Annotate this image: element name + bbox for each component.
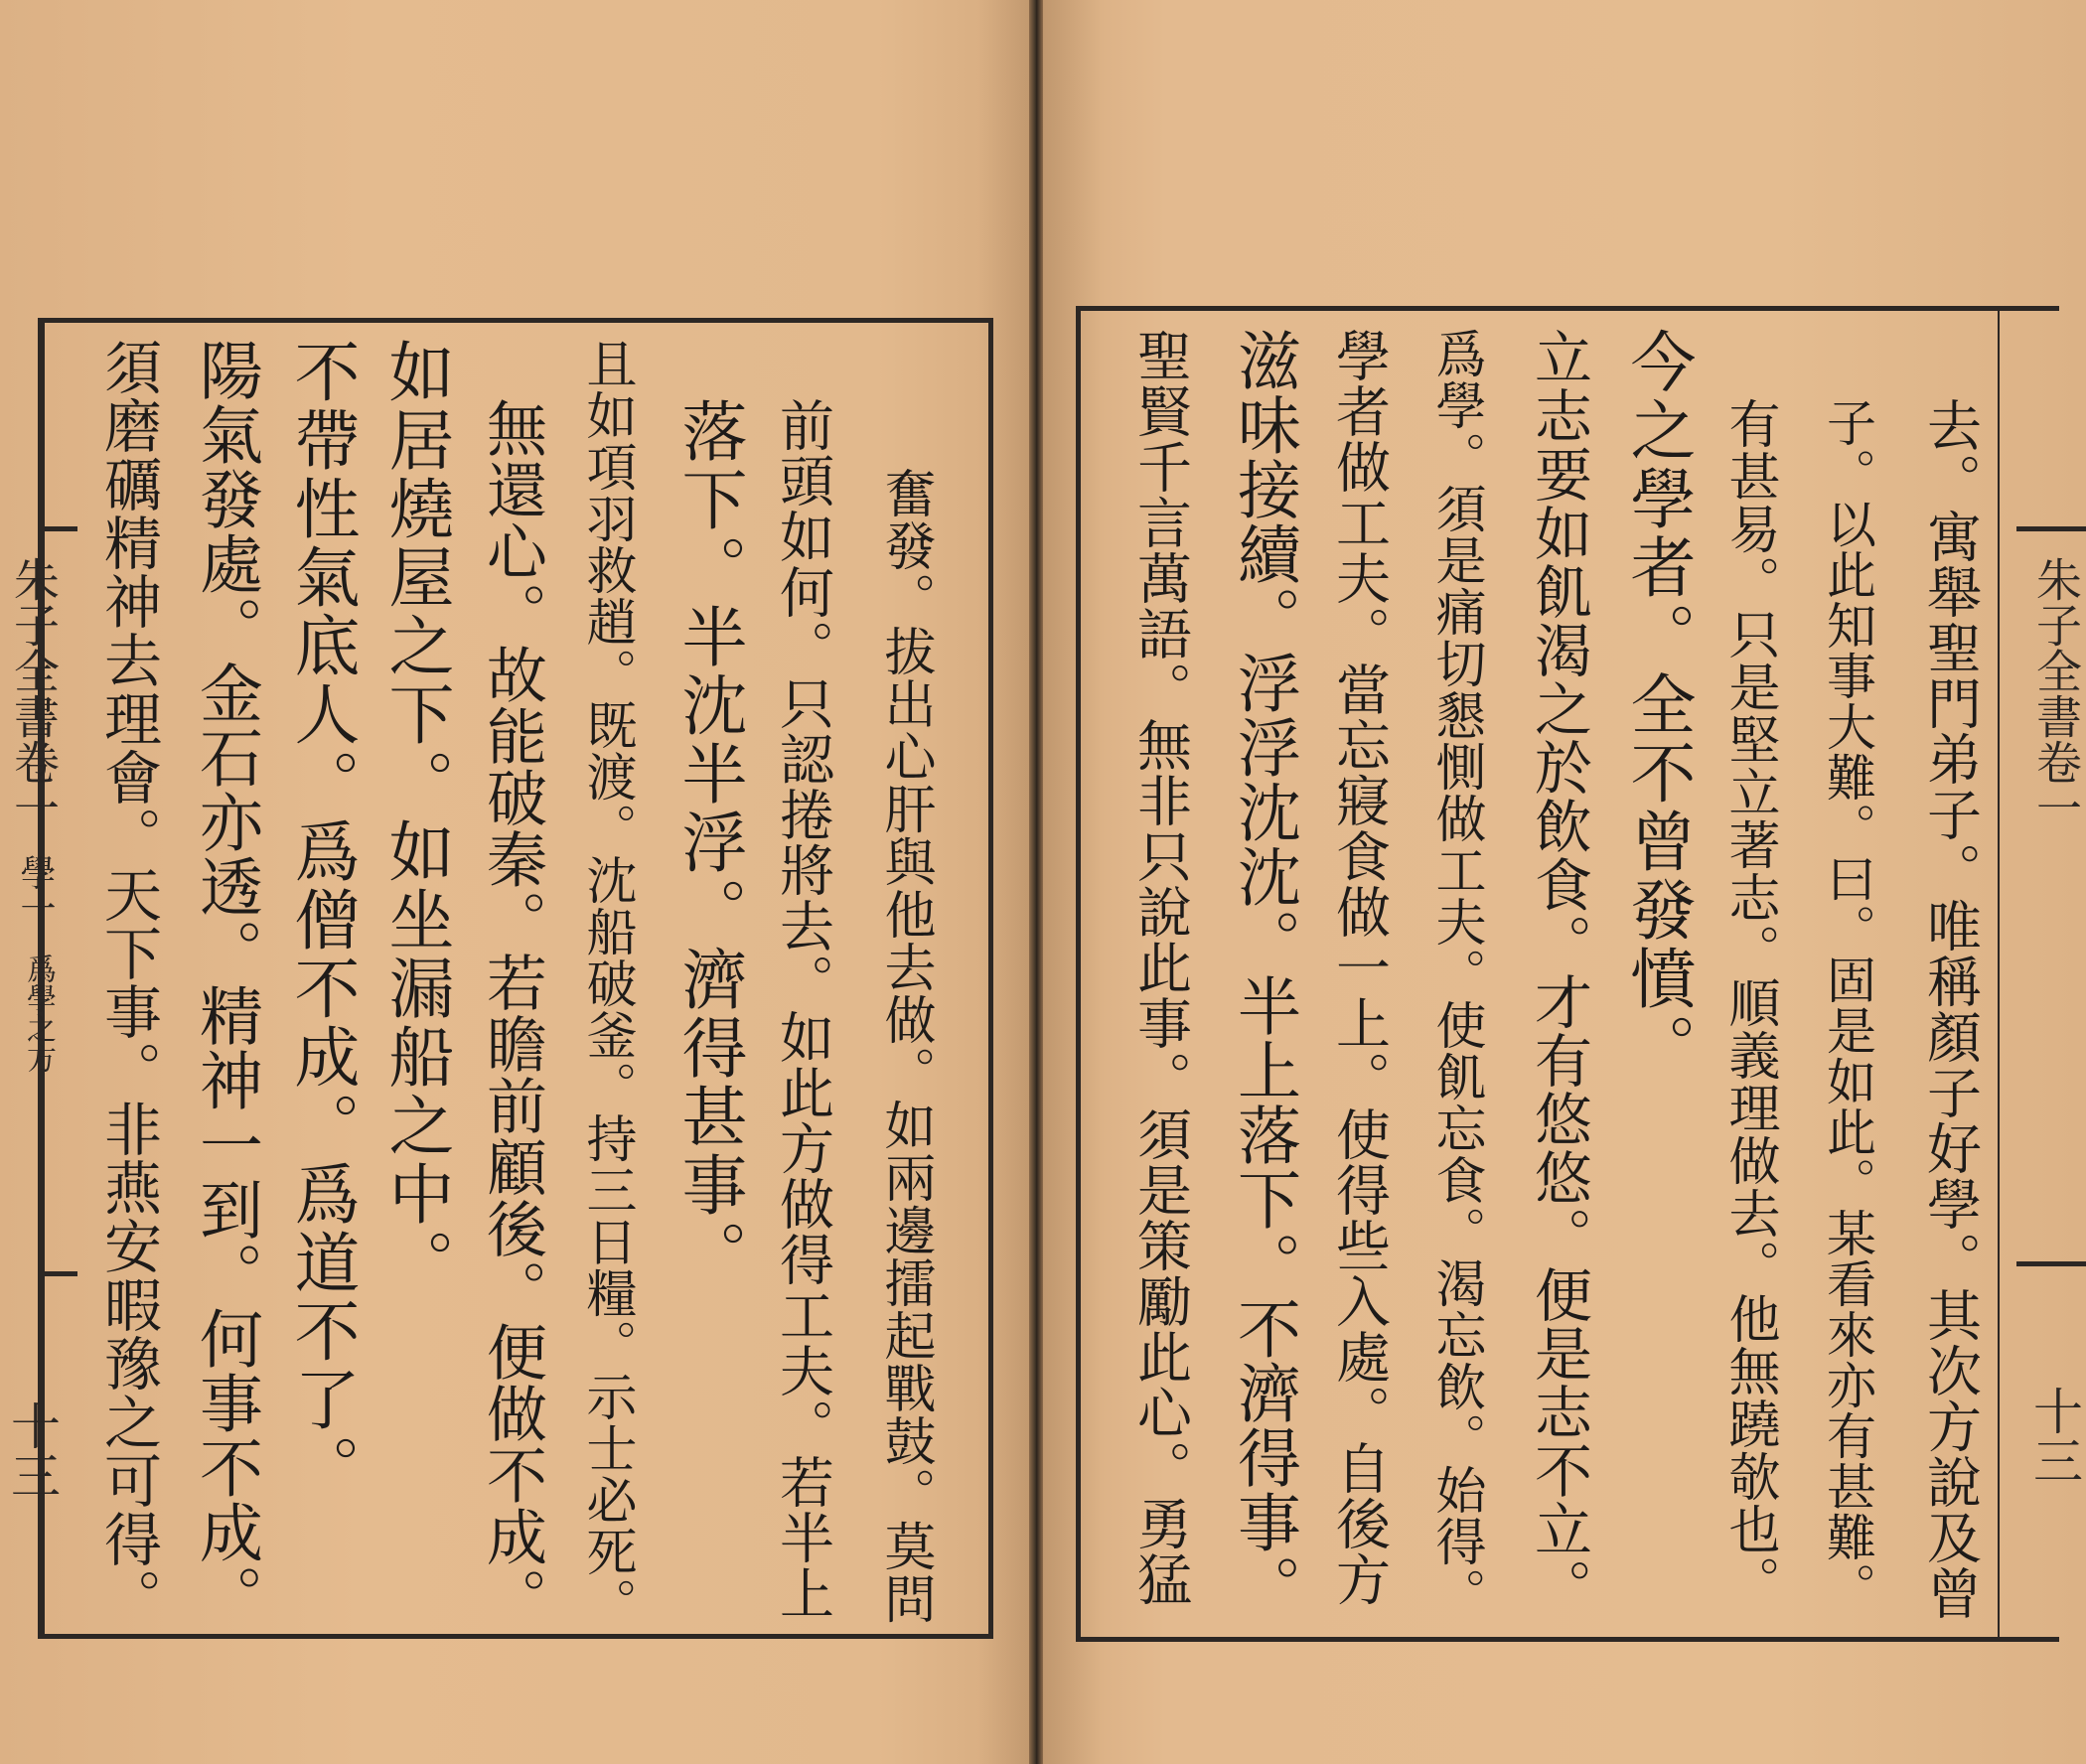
right-column-4: 今之學者。全不曾發憤。 (1619, 328, 1696, 1082)
left-margin-book-title: 朱子全書卷一 (7, 556, 61, 830)
left-column-1: 奮發。拔出心肝與他去做。如兩邊擂起戰鼓。莫問 (875, 467, 935, 1625)
right-column-6: 爲學。須是痛切懇惻做工夫。使飢忘食。渴忘飲。始得。 (1426, 328, 1485, 1619)
left-column-4: 且如項羽救趙。既渡。沈船破釜。持三日糧。示士必死。 (577, 338, 636, 1629)
book-gutter (1029, 0, 1043, 1764)
right-fishtail-bottom (2016, 1261, 2086, 1266)
right-column-1: 去。寓舉聖門弟子。唯稱顏子好學。其次方說及曾 (1918, 397, 1982, 1621)
left-column-7: 不帶性氣底人。爲僧不成。爲道不了。 (283, 338, 360, 1503)
left-margin-section: 學一 (15, 854, 56, 926)
right-margin-book-title: 朱子全書卷一 (2029, 556, 2083, 830)
right-column-7: 學者做工夫。當忘寢食做一上。使得些入處。自後方 (1327, 328, 1391, 1607)
left-column-8: 陽氣發處。金石亦透。精神一到。何事不成。 (189, 338, 262, 1629)
right-margin-folio: 十三 (2025, 1386, 2083, 1485)
right-fishtail-top (2016, 526, 2086, 531)
left-column-2: 前頭如何。只認捲將去。如此方做得工夫。若半上 (771, 397, 834, 1621)
left-column-3: 落下。半沈半浮。濟得甚事。 (670, 397, 747, 1288)
right-frame-inner-rule (1998, 311, 2000, 1637)
right-column-9: 聖賢千言萬語。無非只說此事。須是策勵此心。勇猛 (1128, 328, 1192, 1607)
left-column-9: 須磨礪精神去理會。天下事。非燕安暇豫之可得。 (94, 338, 162, 1627)
right-column-3: 有甚易。只是堅立著志。順義理做去。他無蹺欹也。 (1719, 397, 1779, 1608)
right-column-8: 滋味接續。浮浮沈沈。半上落下。不濟得事。 (1227, 328, 1300, 1619)
left-fishtail-top (38, 526, 77, 531)
right-column-5: 立志要如飢渴之於飲食。才有悠悠。便是志不立。 (1525, 328, 1592, 1617)
left-column-5: 無還心。故能破秦。若瞻前顧後。便做不成。 (477, 397, 547, 1629)
left-column-6: 如居燒屋之下。如坐漏船之中。 (377, 338, 454, 1297)
right-column-2: 子。以此知事大難。曰。固是如此。某看來亦有甚難。 (1819, 397, 1876, 1613)
left-margin-folio: 十三 (3, 1400, 61, 1500)
left-fishtail-bottom (38, 1271, 77, 1276)
left-margin-subsection: 爲學之方 (21, 954, 56, 1073)
